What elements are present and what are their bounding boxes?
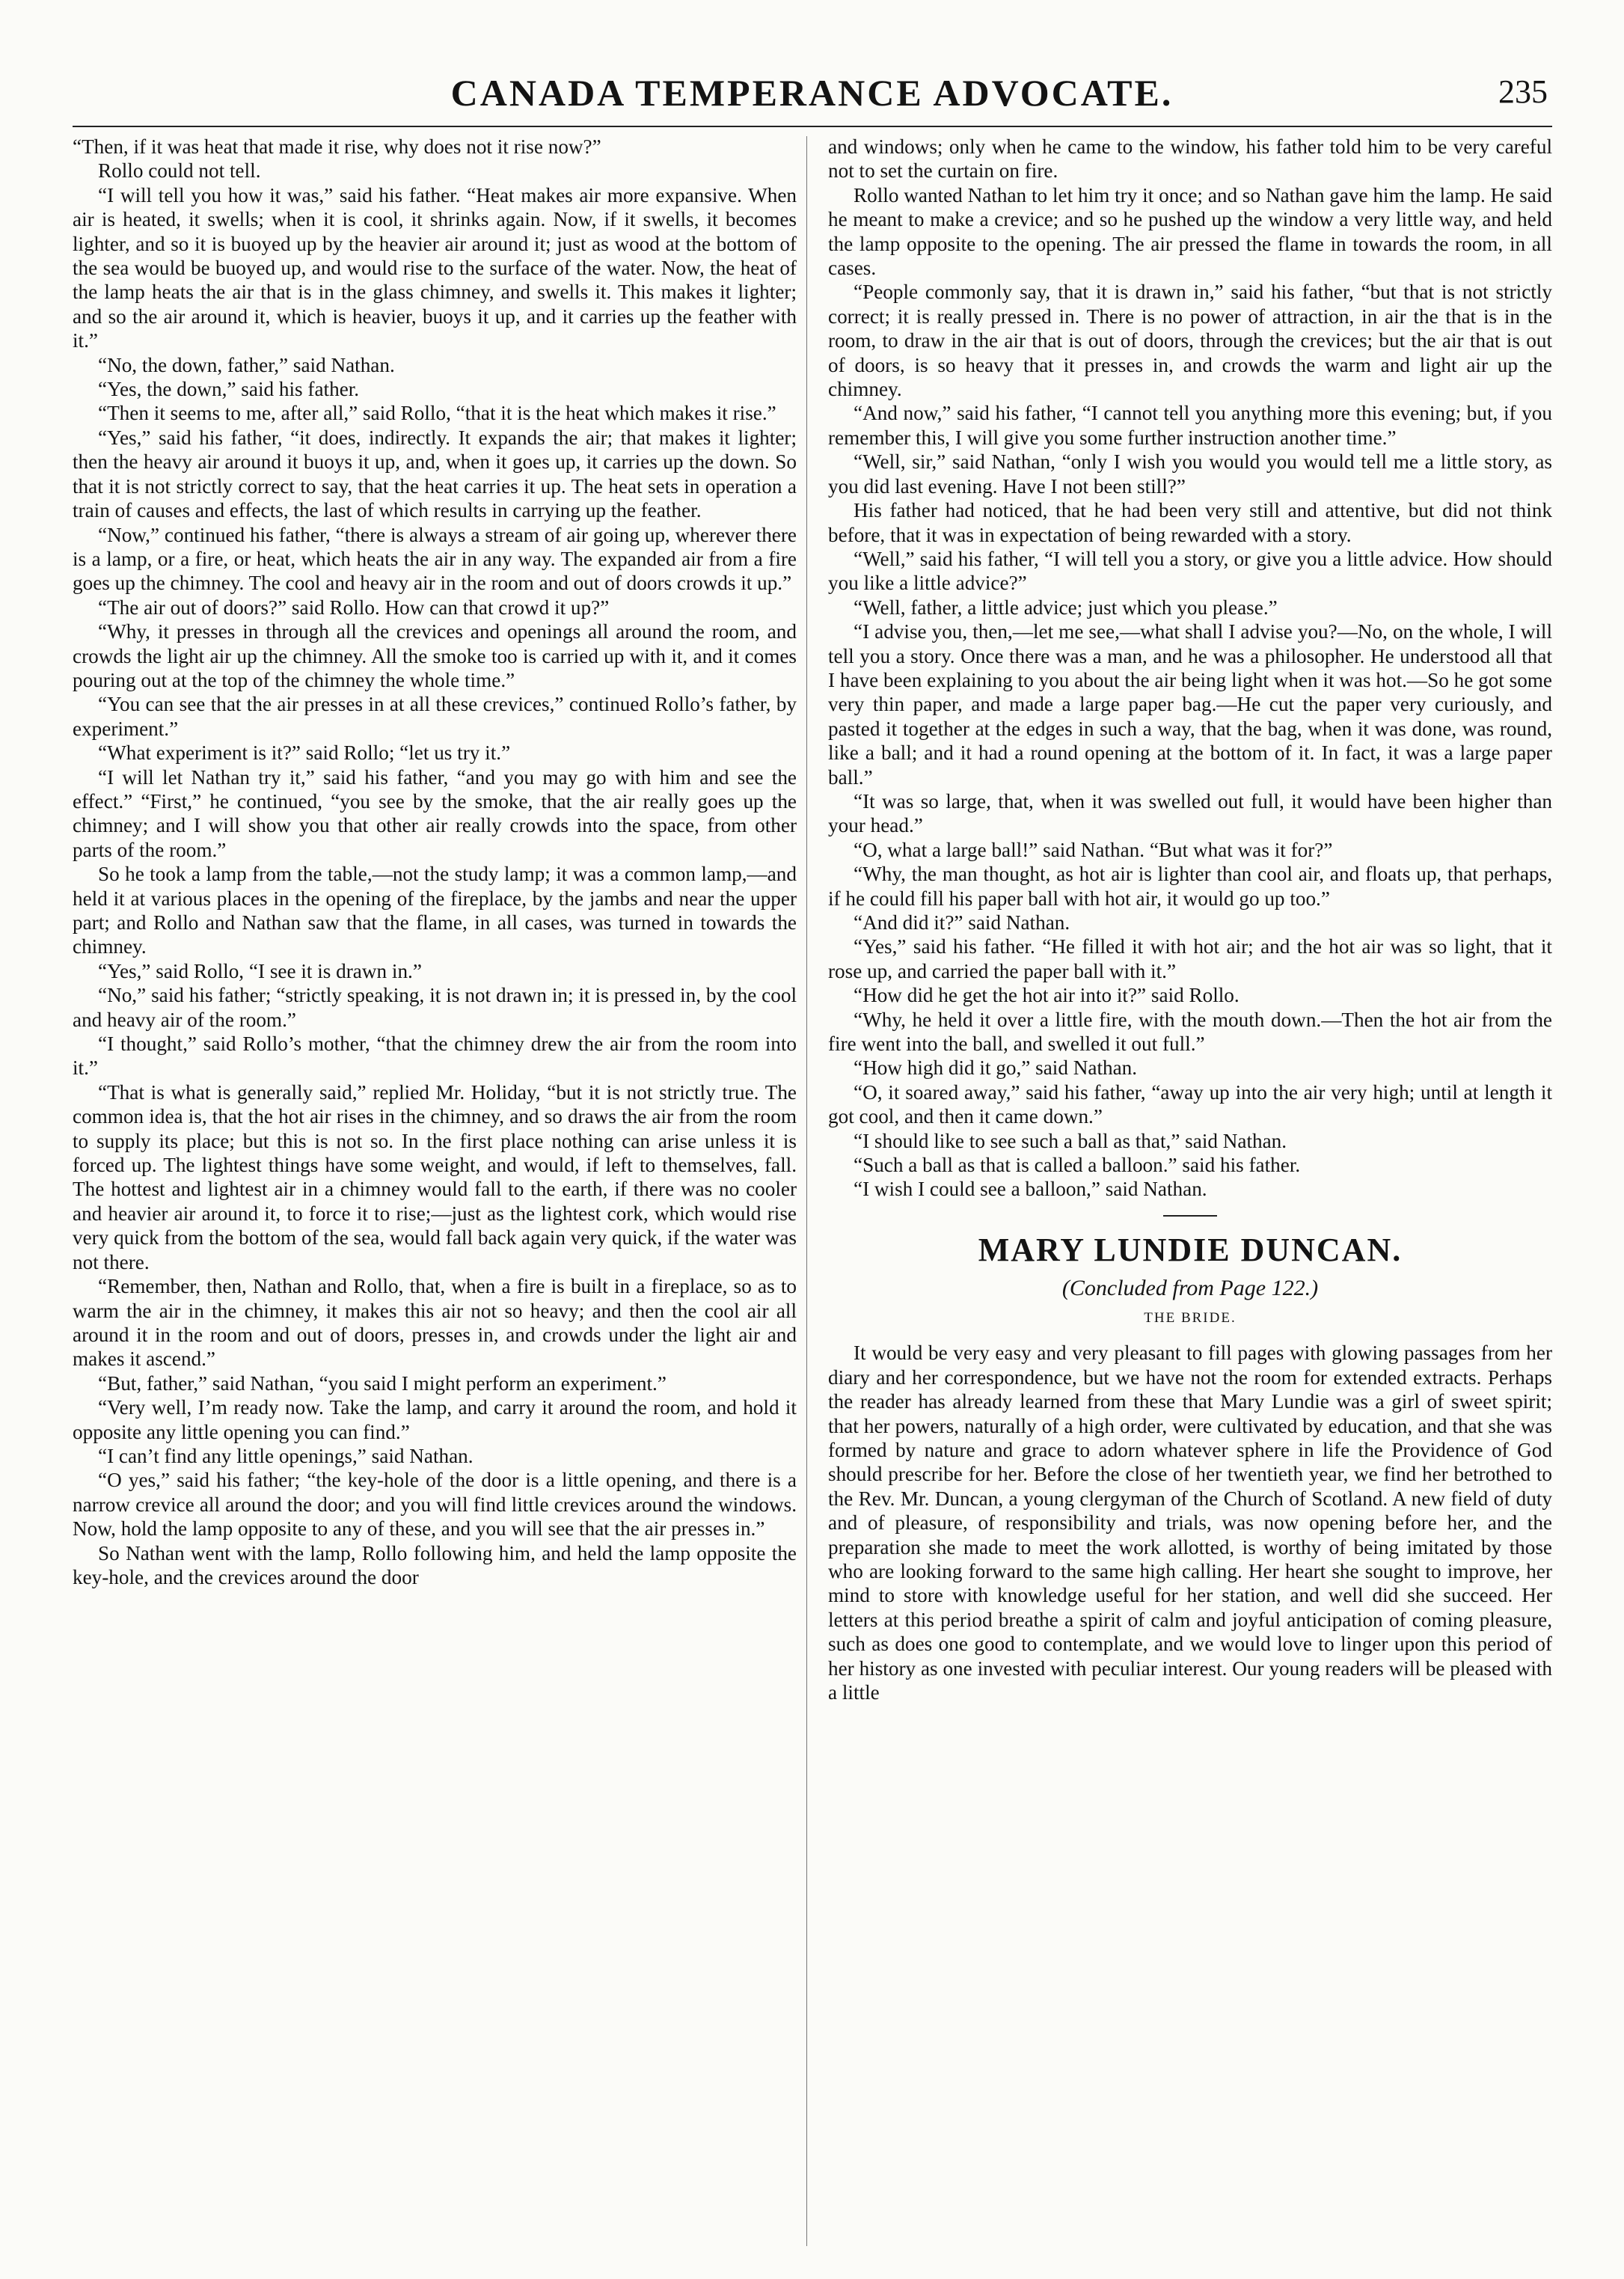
paragraph: “How did he get the hot air into it?” said Rollo. — [854, 984, 1240, 1007]
paragraph: “But, father,” said Nathan, “you said I might perform an experiment.” — [98, 1371, 667, 1395]
paragraph: “Why, the man thought, as hot air is lighter than cool air, and floats up, that perhaps, if he could fill his paper ball with hot air, it would go up too.” — [828, 863, 1552, 910]
paragraph: “No, the down, father,” said Nathan. — [98, 353, 395, 376]
paragraph: “What experiment is it?” said Rollo; “let us try it.” — [98, 741, 511, 765]
paragraph: “Why, he held it over a little fire, with the mouth down.—Then the hot air from the fire went into the ball, and swelled it out full.” — [828, 1008, 1552, 1056]
paragraph: and windows; only when he came to the window, his father told him to be very careful not to set the curtain on fire. — [828, 135, 1552, 183]
paragraph: His father had noticed, that he had been very still and attentive, but did not think before, that it was in expectation of being rewarded with a story. — [828, 499, 1552, 546]
paragraph: “No,” said his father; “strictly speaking, it is not drawn in; it is pressed in, by the cool and heavy air of the room.” — [73, 984, 797, 1031]
paragraph: “I will let Nathan try it,” said his father, “and you may go with him and see the effect.” “First,” he continued, “you see by the smoke, that the air really goes up the chimney; and I will show you that other air really crowds into the space, from other parts of the room.” — [73, 765, 797, 861]
article-section-heading: THE BRIDE. — [1144, 1309, 1237, 1326]
paragraph: “How high did it go,” said Nathan. — [854, 1056, 1138, 1080]
paragraph: “Then, if it was heat that made it rise, why does not it rise now?” — [73, 135, 601, 158]
paragraph: It would be very easy and very pleasant to fill pages with glowing passages from her diary and her correspondence, but we have not the room for extended extracts. Perhaps the reader has already learned from these that Mary Lundie was a girl of sweet spirit; that her powers, naturally of a high order, were cultivated by education, and that she was formed by nature and grace to adorn whatever sphere in life the Providence of God should prescribe for her. Before the close of her twentieth year, we find her betrothed to the Rev. Mr. Duncan, a young clergyman of the Church of Scotland. A new field of duty and of pleasure, of responsibility and trials, was now opening before her, and the preparation she made to meet the work allotted, is worthy of being imitated by those who are looking forward to the same high calling. Her heart she sought to improve, her mind to store with knowledge useful for her station, and well did she succeed. Her letters at this period breathe a spirit of calm and joyful anticipation of coming pleasure, such as does one good to contemplate, and we would love to linger upon this period of her history as one invested with peculiar interest. Our young readers will be pleased with a little — [828, 1342, 1552, 1704]
paragraph: “That is what is generally said,” replied Mr. Holiday, “but it is not strictly true. The common idea is, that the hot air rises in the chimney, and so draws the air from the room to supply its place; but this is not so. In the first place nothing can arise unless it is forced up. The lightest things have some weight, and would, if left to themselves, fall. The hottest and lightest air in a chimney would fall to the earth, if there was no cooler and heavier air around it, to force it to rise;—just as the lightest cork, which would rise very quick from the bottom of the sea, would fall back again very quick, if the water was not there. — [73, 1080, 797, 1273]
paragraph: “Remember, then, Nathan and Rollo, that, when a fire is built in a fireplace, so as to warm the air in the chimney, it makes this air not so heavy; and then the cool air all around it in the room and out of doors, presses in, and crowds under the light air and makes it ascend.” — [73, 1275, 797, 1371]
page-number: 235 — [1498, 73, 1548, 110]
paragraph: “Well, father, a little advice; just which you please.” — [854, 596, 1278, 619]
paragraph: “O, it soared away,” said his father, “away up into the air very high; until at length it got cool, and then it came down.” — [828, 1080, 1552, 1128]
paragraph: “It was so large, that, when it was swelled out full, it would have been higher than your head.” — [828, 789, 1552, 837]
paragraph: “Very well, I’m ready now. Take the lamp, and carry it around the room, and hold it opposite any little opening you can find.” — [73, 1396, 797, 1443]
paragraph: “I should like to see such a ball as that,” said Nathan. — [854, 1129, 1287, 1152]
section-rule — [1163, 1215, 1217, 1217]
paragraph: “Then it seems to me, after all,” said Rollo, “that it is the heat which makes it rise.” — [98, 402, 776, 425]
column-divider — [806, 136, 807, 2246]
article-body — [828, 1341, 1552, 1704]
article-subtitle: (Concluded from Page 122.) — [1061, 1275, 1319, 1300]
paragraph: “Yes,” said his father. “He filled it with hot air; and the hot air was so light, that it rose up, and carried the paper ball with it.” — [828, 935, 1552, 982]
page-header — [0, 71, 1624, 123]
paragraph: Rollo wanted Nathan to let him try it once; and so Nathan gave him the lamp. He said he meant to make a crevice; and so he pushed up the window a very little way, and held the lamp opposite to the opening. The air pressed the flame in towards the room, in all cases. — [828, 183, 1552, 280]
header-rule — [73, 126, 1552, 127]
paragraph: So Nathan went with the lamp, Rollo following him, and held the lamp opposite the key-hole, and the crevices around the door — [73, 1541, 797, 1588]
paragraph: “Why, it presses in through all the crevices and openings all around the room, and crowds the light air up the chimney. All the smoke too is carried up with it, and it comes pouring out at the top of the chimney the whole time.” — [73, 620, 797, 691]
paragraph: So he took a lamp from the table,—not the study lamp; it was a common lamp,—and held it at various places in the opening of the fireplace, by the jambs and near the upper part; and Rollo and Nathan saw that the flame, in all cases, was turned in towards the chimney. — [73, 863, 797, 958]
paragraph: “And now,” said his father, “I cannot tell you anything more this evening; but, if you remember this, I will give you some further instruction another time.” — [828, 402, 1552, 449]
paragraph: “I wish I could see a balloon,” said Nathan. — [854, 1178, 1207, 1201]
running-title: CANADA TEMPERANCE ADVOCATE. — [450, 72, 1174, 114]
paragraph: “Yes,” said Rollo, “I see it is drawn in.” — [98, 959, 422, 982]
paragraph: “I thought,” said Rollo’s mother, “that the chimney drew the air from the room into it.” — [73, 1033, 797, 1080]
paragraph: “You can see that the air presses in at all these crevices,” continued Rollo’s father, by experiment.” — [73, 693, 797, 740]
paragraph: “The air out of doors?” said Rollo. How can that crowd it up?” — [98, 596, 610, 619]
paragraph: “Well,” said his father, “I will tell you a story, or give you a little advice. How should you like a little advice?” — [828, 547, 1552, 595]
paragraph: “Well, sir,” said Nathan, “only I wish you would you would tell me a little story, as you did last evening. Have I not been still?” — [828, 450, 1552, 498]
paragraph: “Now,” continued his father, “there is always a stream of air going up, wherever there is a lamp, or a fire, or heat, which heats the air in any way. The expanded air from a fire goes up the chimney. The cool and heavy air in the room and out of doors crowds it up.” — [73, 523, 797, 595]
article — [828, 1230, 1552, 1705]
right-column — [828, 135, 1552, 1704]
paragraph: “And did it?” said Nathan. — [854, 911, 1070, 934]
paragraph: Rollo could not tell. — [98, 159, 261, 183]
paragraph: “O yes,” said his father; “the key-hole of the door is a little opening, and there is a narrow crevice all around the door; and you will find little crevices around the windows. Now, hold the lamp opposite to any of these, and you will see that the air presses in.” — [73, 1469, 797, 1541]
article-title: MARY LUNDIE DUNCAN. — [978, 1231, 1403, 1268]
paragraph: “I can’t find any little openings,” said Nathan. — [98, 1444, 474, 1467]
left-column — [73, 135, 797, 1589]
paragraph: “O, what a large ball!” said Nathan. “But what was it for?” — [854, 838, 1333, 861]
paragraph: “Yes,” said his father, “it does, indirectly. It expands the air; that makes it lighter; then the heavy air around it buoys it up, and, when it goes up, it carries up the down. So that it is not strictly correct to say, that the heat carries it up. The heat sets in operation a train of causes and effects, the last of which results in carrying up the feather. — [73, 426, 797, 522]
paragraph: “Such a ball as that is called a balloon.” said his father. — [854, 1154, 1301, 1177]
paragraph: “People commonly say, that it is drawn in,” said his father, “but that is not strictly correct; it is really pressed in. There is no power of attraction, in air the that is in the room, to draw in the air that is out of doors, through the crevices; but the air that is out of doors, is so heavy that it presses in, and crowds the warm and light air up the chimney. — [828, 281, 1552, 401]
paragraph: “I advise you, then,—let me see,—what shall I advise you?—No, on the whole, I will tell you a story. Once there was a man, and he was a philosopher. He understood all that I have been explaining to you about the air being light when it was hot.—So he got some very thin paper, and made a large paper bag.—He cut the paper very curiously, and pasted it together at the edges in such a way, that the bag, when it was done, was round, like a ball; and it had a round opening at the bottom of it. In fact, it was a large paper ball.” — [828, 620, 1552, 789]
story-continuation — [828, 135, 1552, 1202]
paragraph: “Yes, the down,” said his father. — [98, 378, 360, 401]
paragraph: “I will tell you how it was,” said his father. “Heat makes air more expansive. When air is heated, it swells; when it is cool, it shrinks again. Now, if it swells, it becomes lighter, and so it is buoyed up by the heavier air around it; just as wood at the bottom of the sea would be buoyed up, and would rise to the surface of the water. Now, the heat of the lamp heats the air that is in the glass chimney, and swells it. This makes it lighter; and so the air around it, which is heavier, buoys it up, and it carries up the feather with it.” — [73, 183, 797, 352]
